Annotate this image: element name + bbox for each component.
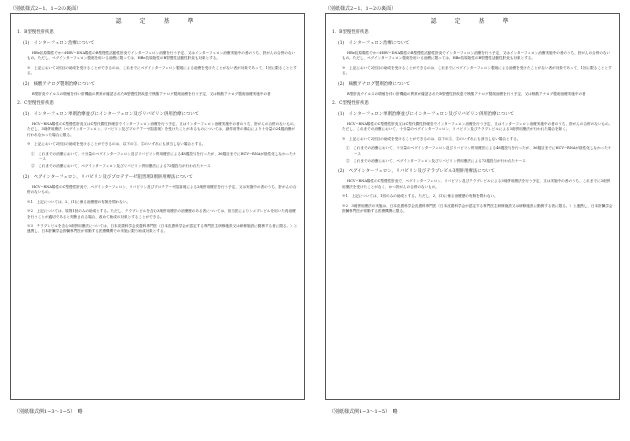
note: ※ 上記において2回目の助成を受けることができるのは、以下の①、②のいずれにも該当しない場合とする。 bbox=[27, 142, 206, 147]
footer: （別紙様式例1−3〜1−5） 略 bbox=[14, 409, 83, 415]
note: ※ 上記において2回目の助成を受けることができるのは、これまでにペグインターフェロン製剤による治療を受けたことがない者が対象であって、1回に限ることとする。 bbox=[27, 65, 297, 76]
note: ※3 テラプレビルを含む3剤併用療法については、日本皮膚科学会皮膚科専門医（日本皮膚科学会が認定する専門医主研修施設又は研修施設に勤務する者に限る。）と連携し、日本肝臓学会肝臓専門医が常勤する医療機関での実施に限り助成対象とする。 bbox=[27, 223, 298, 234]
subsection-heading: (1) インターフェロン治療について bbox=[23, 41, 95, 46]
paragraph: B型肝炎ウイルスの増殖を伴い肝機能の異常が確認されたB型慢性肝疾患で核酸アナログ製剤治療を行う予定、又は核酸アナログ製剤治療実施中の者 bbox=[32, 91, 271, 96]
paragraph: HCV−RNA陽性のC型慢性肝炎で、ペグインターフェロン、リバビリン及びテラプレビルによる3剤併用療法を行う予定、又は実施中の者のうち、これまでに3剤併用療法を受けたことがなく、かつ肝がんの合併のないもの。 bbox=[342, 179, 611, 189]
subsection-heading: (1) インターフェロン単剤治療並びにインターフェロン及びリバビリン併用治療について bbox=[23, 112, 200, 118]
note: ※2 3剤併用療法の実施は、日本皮膚科学会皮膚科専門医（日本皮膚科学会が認定する専門医主研修施設又は研修施設に勤務する者に限る。）と連携し、日本肝臓学会肝臓専門医が常勤する医療機関に限る。 bbox=[342, 203, 613, 214]
note: ※ 上記において2回目の助成を受けることができるのは、これまでにペグインターフェロン製剤による治療を受けたことがない者が対象であって、1回に限ることとする。 bbox=[342, 65, 612, 76]
subsection-heading: (2) 核酸アナログ製剤治療について bbox=[338, 81, 410, 87]
list-item: ① これまでの治療において、十分量のペグインターフェロン及びリバビリン併用療法による48週投与を行ったが、36週目までにHCV−RNAが陰性化しなかったケース bbox=[346, 146, 612, 156]
paragraph: HCV−RNA陽性のC型慢性肝炎又はC型代償性肝硬変でインターフェロン治療を行う予定、又はインターフェロン治療実施中の者のうち、肝がんの合併のないもの。ただし、3剤併用療法（ペグインターフェロン、リバビリン及びプロテアーゼ阻害剤）を受けたことがあるものについては、副作用等の事由により十分量の24週治療が行われなかった場合に限る。 bbox=[27, 122, 298, 137]
subsection-heading: (2) 核酸アナログ製剤治療について bbox=[23, 81, 95, 87]
paragraph: HCV−RNA陽性のC型慢性肝炎で、ペグインターフェロン、リバビリン及びプロテアーゼ阻害剤による3剤併用療法を行う予定、又は実施中の者のうち、肝がんの合併のないもの。 bbox=[27, 184, 297, 195]
paragraph: B型肝炎ウイルスの増殖を伴い肝機能の異常が確認されたB型慢性肝疾患で核酸アナログ製剤治療を行う予定、又は核酸アナログ製剤治療実施中の者 bbox=[347, 91, 586, 96]
paragraph: HBe抗原陽性でかつHBV−DNA陽性のB型慢性活動性肝炎でインターフェロン治療を行う予定、又はインターフェロン治療実施中の者のうち、肝がんの合併のないもの。ただし、ペグインターフェロン製剤を用いる治療に限っては、HBe抗原陰性のB型慢性活動性肝炎も対象とする。 bbox=[27, 51, 296, 61]
note: ※1 上記については、1回のみの助成とする。ただし、2、(1)に係る治療歴の有無を問わない。 bbox=[342, 194, 498, 199]
list-item: ① これまでの治療において、十分量のペグインターフェロン及びリバビリン併用療法による48週投与を行ったが、36週目までにHCV−RNAが陰性化しなかったケース bbox=[31, 151, 297, 162]
document-title: 認 定 基 準 bbox=[115, 18, 200, 25]
section-heading: 1．B型慢性肝疾患 bbox=[17, 30, 54, 35]
form-header: （別紙様式2−1、1−2の裏面） bbox=[10, 6, 82, 12]
note: ※1 上記については、2、(1)に係る治療歴の有無を問わない。 bbox=[27, 199, 131, 204]
subsection-heading: (2) ペグインターフェロン、リバビリン及びテラプレビル3剤併用療法について bbox=[338, 169, 495, 175]
note: ※ 上記において2回目の助成を受けることができるのは、以下の①、②のいずれにも該当しない場合とする。 bbox=[342, 136, 521, 141]
paragraph: HBe抗原陽性でかつHBV−DNA陽性のB型慢性活動性肝炎でインターフェロン治療を行う予定、又はインターフェロン治療実施中の者のうち、肝がんの合併のないもの。ただし、ペグインターフェロン製剤を用いる治療に限っては、HBe抗原陰性のB型慢性活動性肝炎も対象とする。 bbox=[342, 51, 611, 61]
criteria-box bbox=[10, 13, 305, 400]
subsection-heading: (1) インターフェロン単剤治療並びにインターフェロン及びリバビリン併用治療について bbox=[338, 112, 515, 118]
section-heading: 1．B型慢性肝疾患 bbox=[332, 30, 369, 35]
subsection-heading: (1) インターフェロン治療について bbox=[338, 41, 410, 46]
paragraph: HCV−RNA陽性のC型慢性肝炎又はC型代償性肝硬変でインターフェロン治療を行う予定、又はインターフェロン治療実施中の者のうち、肝がんの合併のないもの。ただし、これまでの治療において、十分量のペグインターフェロン、リバビリン及びテラプレビルによる3剤併用療法が行われた場合を除く。 bbox=[342, 122, 613, 132]
section-heading: 2．C型慢性肝疾患 bbox=[17, 101, 54, 107]
right-document-page bbox=[315, 0, 630, 441]
criteria-box bbox=[325, 13, 620, 400]
list-item: ② これまでの治療において、ペグインターフェロン及びリバビリン併用療法による72週投与が行われたケース bbox=[31, 164, 211, 169]
document-title: 認 定 基 準 bbox=[430, 18, 515, 25]
form-header: （別紙様式2−1、1−2の裏面） bbox=[325, 6, 397, 12]
subsection-heading: (2) ペグインターフェロン、リバビリン及びプロテアーゼ阻害剤3剤併用療法について bbox=[23, 174, 193, 180]
list-item: ② これまでの治療において、ペグインターフェロン及びリバビリン併用療法による72週投与が行われたケース bbox=[346, 159, 526, 164]
section-heading: 2．C型慢性肝疾患 bbox=[332, 101, 369, 107]
note: ※2 上記については、原則1回のみの助成とする。ただし、テラプレビルを含む3剤併用療法の治療歴のある者については、担当医によりシメプレビルを用いた再治療を行うことが適切であると判断される場合、改めて助成の対象とすることができる。 bbox=[27, 209, 296, 219]
footer: （別紙様式例1−3〜1−5） 略 bbox=[329, 409, 398, 415]
